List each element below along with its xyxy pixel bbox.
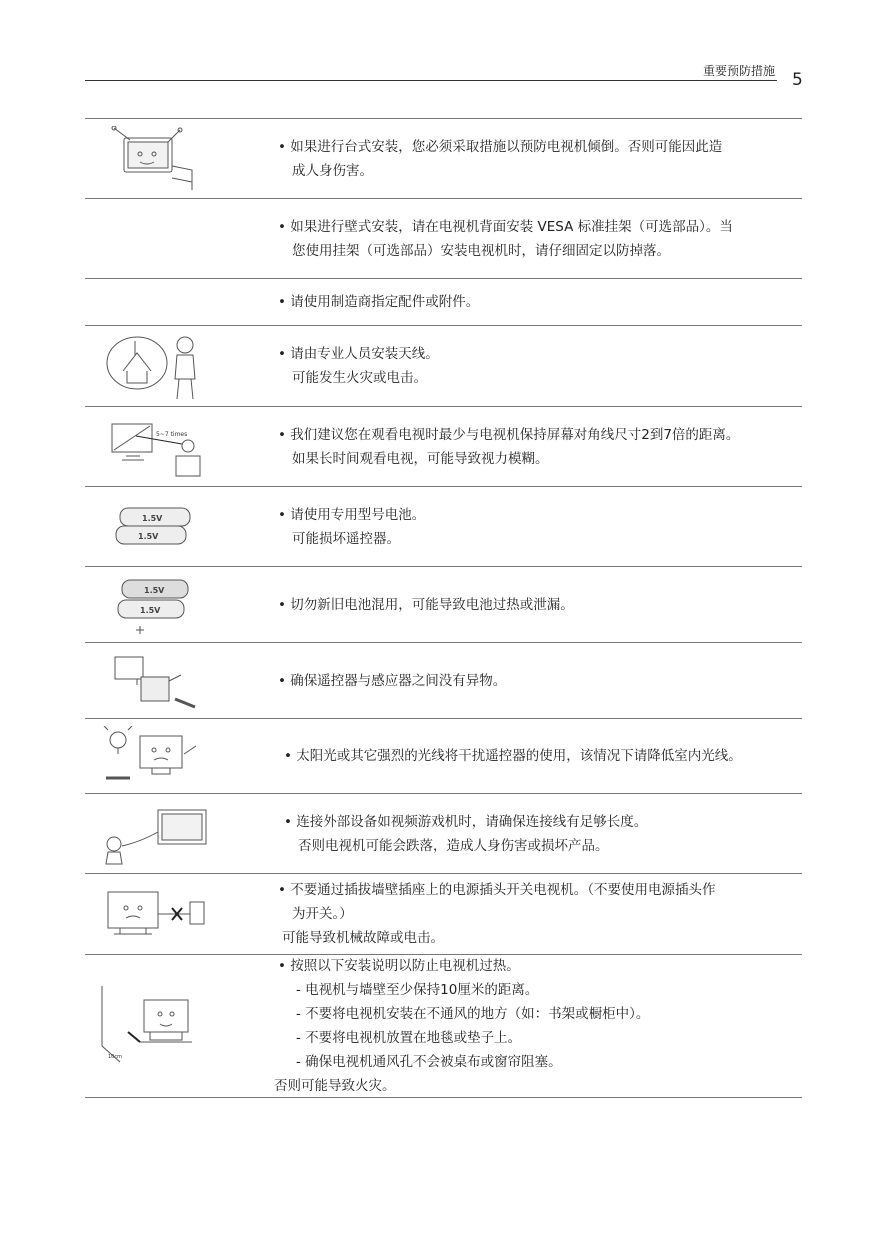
precaution-row xyxy=(85,118,802,198)
precaution-row xyxy=(85,793,802,873)
precaution-row xyxy=(85,642,802,718)
precaution-text: • 按照以下安装说明以防止电视机过热。 xyxy=(278,958,520,974)
precaution-text: • 如果进行壁式安装，请在电视机背面安装 VESA 标准挂架（可选部品）。当 xyxy=(278,218,733,235)
game-console-cable-illustration xyxy=(100,794,210,873)
battery-illustration xyxy=(100,487,210,566)
precaution-subitem: - 确保电视机通风孔不会被桌布或窗帘阻塞。 xyxy=(296,1054,562,1070)
precaution-text: 可能损坏遥控器。 xyxy=(292,530,400,547)
antenna-installer-illustration xyxy=(100,326,210,406)
precaution-row xyxy=(85,873,802,954)
precaution-row xyxy=(85,278,802,325)
precaution-text: • 切勿新旧电池混用，可能导致电池过热或泄漏。 xyxy=(278,596,574,613)
header-rule xyxy=(85,80,777,81)
precaution-text: 您使用挂架（可选部品）安装电视机时，请仔细固定以防掉落。 xyxy=(292,242,670,259)
distance-label: 5~7 times xyxy=(156,430,188,438)
tv-stand-tipping-illustration xyxy=(100,119,210,198)
precaution-text: • 请使用制造商指定配件或附件。 xyxy=(278,294,480,310)
precaution-row xyxy=(85,198,802,278)
precaution-row xyxy=(85,718,802,793)
svg-text:1.5V: 1.5V xyxy=(140,605,161,615)
precaution-text: 成人身伤害。 xyxy=(292,162,373,179)
precaution-text: 为开关。） xyxy=(292,906,353,922)
clearance-label: 10cm xyxy=(108,1054,122,1060)
svg-text:1.5V: 1.5V xyxy=(138,531,159,541)
strong-light-illustration xyxy=(100,719,210,793)
precaution-row xyxy=(85,954,802,1098)
svg-text:1.5V: 1.5V xyxy=(142,513,163,523)
precaution-text: 否则电视机可能会跌落，造成人身伤害或损坏产品。 xyxy=(298,837,609,854)
precaution-text: • 请由专业人员安装天线。 xyxy=(278,346,439,362)
precaution-row xyxy=(85,325,802,406)
precaution-text: • 请使用专用型号电池。 xyxy=(278,506,426,523)
precaution-text: 否则可能导致火灾。 xyxy=(274,1078,396,1094)
ventilation-illustration xyxy=(100,955,210,1097)
page-number: 5 xyxy=(792,70,803,90)
section-title: 重要预防措施 xyxy=(702,64,775,78)
precaution-text: • 我们建议您在观看电视时最少与电视机保持屏幕对角线尺寸2到7倍的距离。 xyxy=(278,426,740,443)
power-plug-illustration xyxy=(100,874,210,954)
precaution-row xyxy=(85,486,802,566)
precaution-subitem: - 不要将电视机安装在不通风的地方（如：书架或橱柜中）。 xyxy=(296,1006,650,1022)
mixed-battery-illustration xyxy=(100,567,210,642)
precaution-subitem: - 不要将电视机放置在地毯或垫子上。 xyxy=(296,1030,522,1046)
remote-obstruction-illustration xyxy=(100,643,210,718)
precaution-row xyxy=(85,566,802,642)
precaution-text: 可能发生火灾或电击。 xyxy=(292,370,427,386)
precaution-text: 如果长时间观看电视，可能导致视力模糊。 xyxy=(292,450,549,467)
precaution-text: • 太阳光或其它强烈的光线将干扰遥控器的使用，该情况下请降低室内光线。 xyxy=(284,748,742,764)
precaution-text: 可能导致机械故障或电击。 xyxy=(282,930,444,946)
precaution-text: • 连接外部设备如视频游戏机时，请确保连接线有足够长度。 xyxy=(284,813,648,830)
precaution-text: • 确保遥控器与感应器之间没有异物。 xyxy=(278,672,507,689)
viewing-distance-illustration xyxy=(100,407,210,486)
svg-text:1.5V: 1.5V xyxy=(144,585,165,595)
precaution-text: • 不要通过插拔墙壁插座上的电源插头开关电视机。（不要使用电源插头作 xyxy=(278,882,716,898)
precaution-subitem: - 电视机与墙壁至少保持10厘米的距离。 xyxy=(296,982,539,998)
precaution-text: • 如果进行台式安装，您必须采取措施以预防电视机倾倒。否则可能因此造 xyxy=(278,138,723,155)
precaution-row xyxy=(85,406,802,486)
